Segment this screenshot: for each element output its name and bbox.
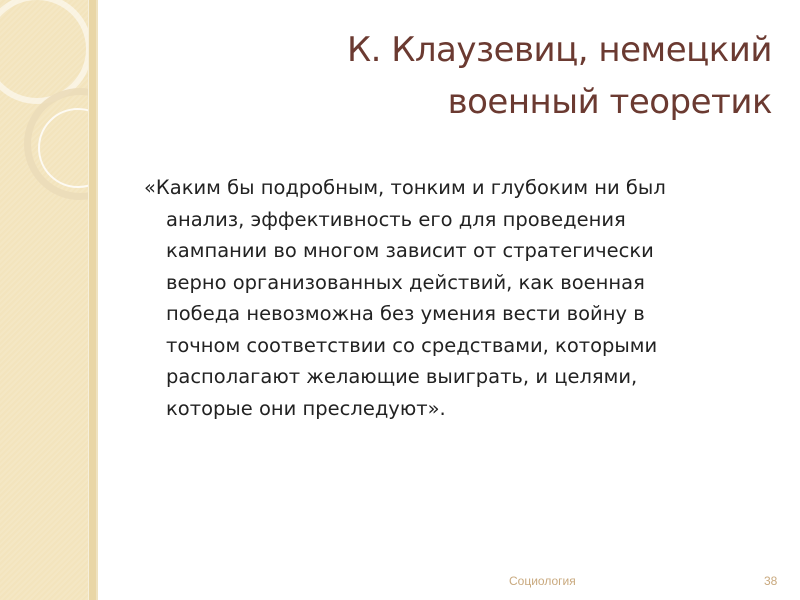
quote-line: точном соответствии со средствами, которыми xyxy=(166,333,658,357)
slide-title-line-1: К. Клаузевиц, немецкий xyxy=(346,30,772,70)
footer-page-number: 38 xyxy=(764,574,778,588)
slide-title-line-2: военный теоретик xyxy=(447,82,772,122)
side-band-line xyxy=(96,0,98,600)
quote-line: верно организованных действий, как военная xyxy=(166,270,645,294)
decorative-side-band xyxy=(0,0,88,600)
side-band-edge xyxy=(88,0,96,600)
quote-line: которые они преследуют». xyxy=(166,396,446,420)
quote-line: «Каким бы подробным, тонким и глубоким ни был xyxy=(144,176,666,199)
quote-line: анализ, эффективность его для проведения xyxy=(166,207,626,231)
slide-title xyxy=(212,24,772,128)
quote-text xyxy=(144,172,744,424)
quote-line: располагают желающие выиграть, и целями, xyxy=(166,365,638,388)
footer-subject-label: Социология xyxy=(509,574,576,588)
quote-line: победа невозможна без умения вести войну в xyxy=(166,302,645,325)
quote-line: кампании во многом зависит от стратегически xyxy=(166,239,654,262)
